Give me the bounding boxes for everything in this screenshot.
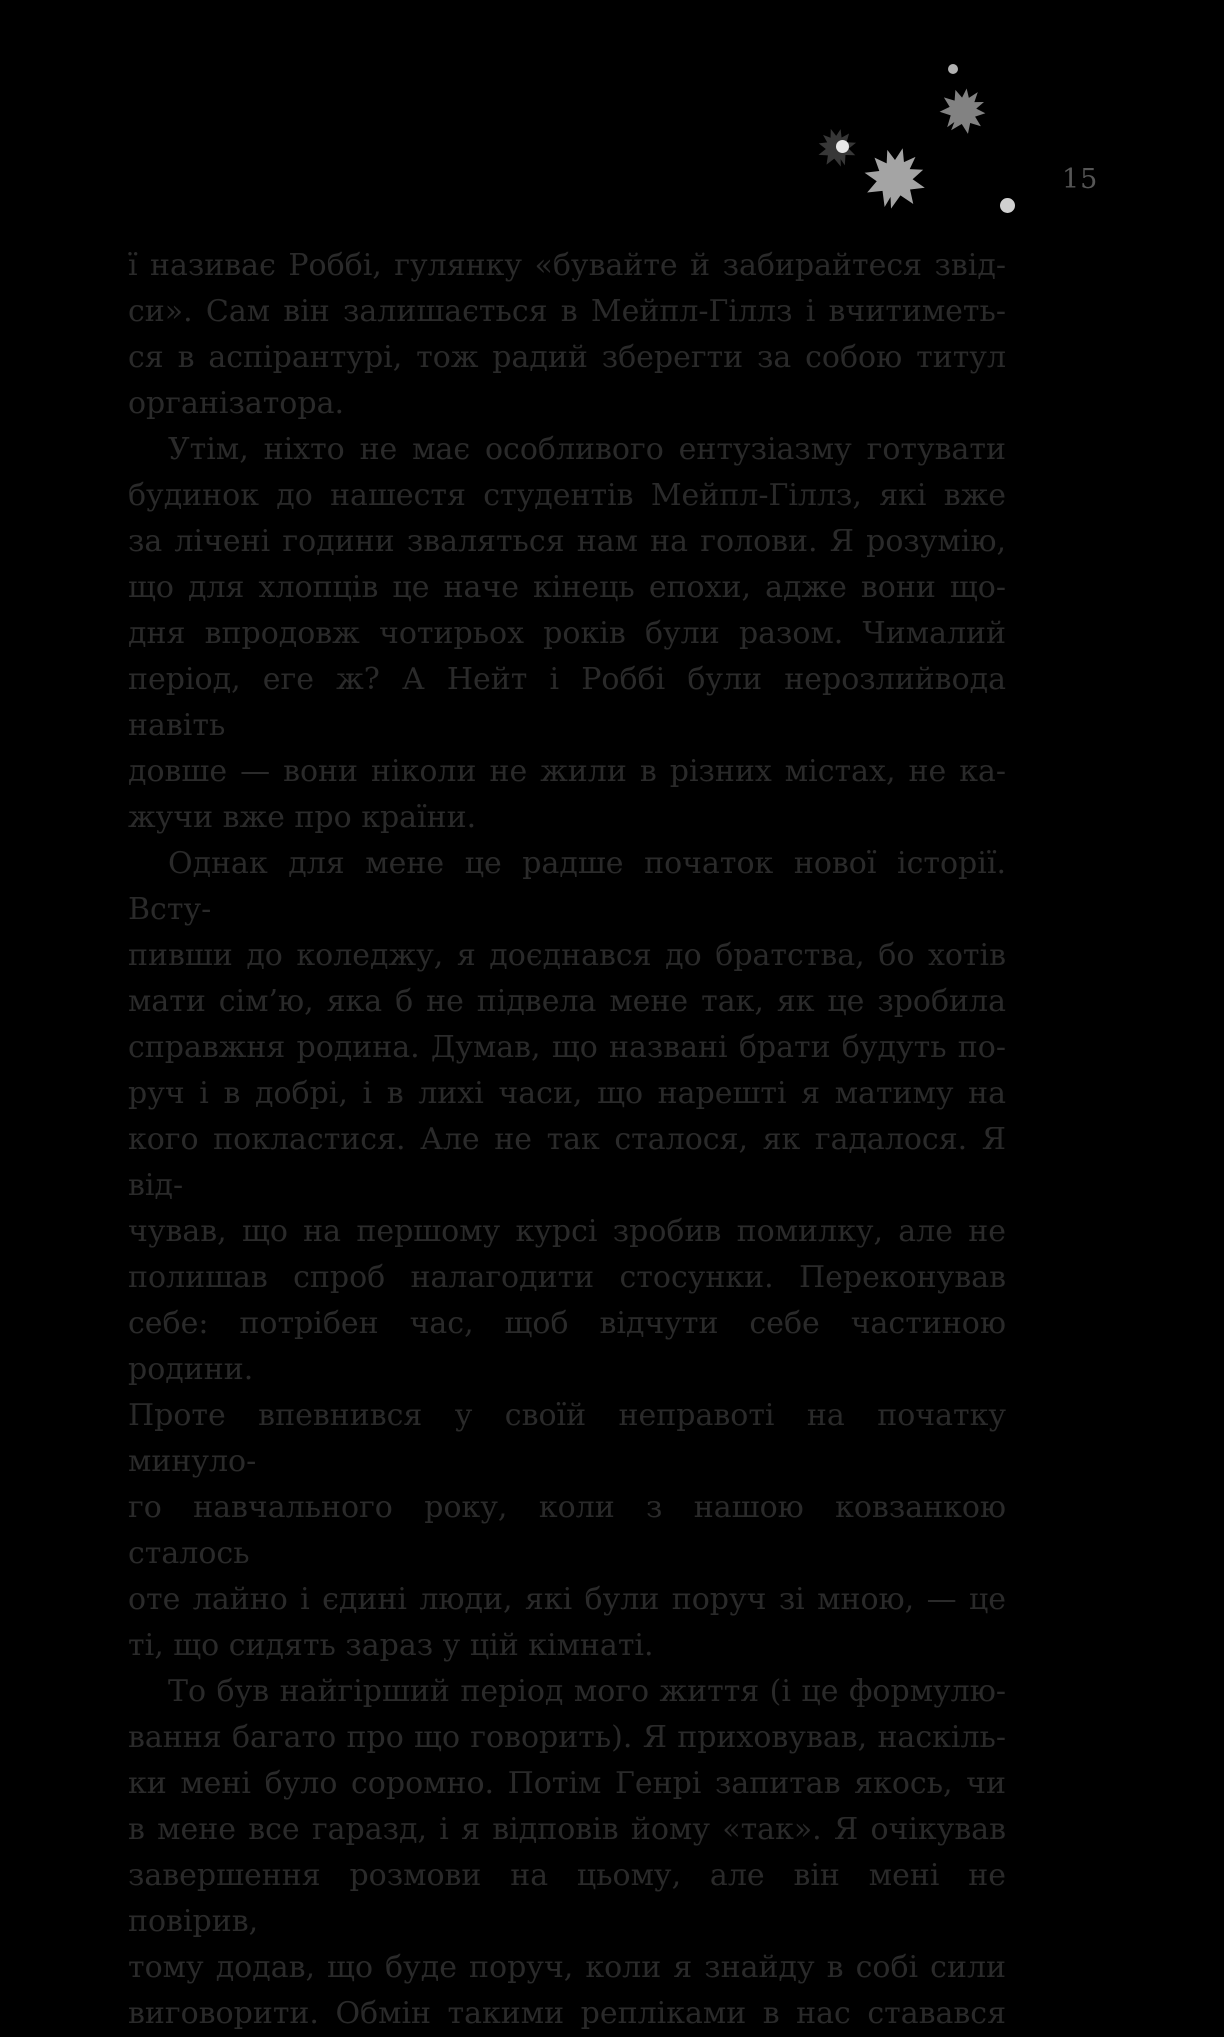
text-line: полишав спроб налагодити стосунки. Переконував (128, 1260, 1006, 1295)
text-line: в мене все гаразд, і я відповів йому «так». Я очікував (128, 1812, 1006, 1847)
text-line: руч і в добрі, і в лихі часи, що нарешті я матиму на (128, 1076, 1006, 1111)
text-line: мати сім’ю, яка б не підвела мене так, як це зробила (128, 984, 1006, 1019)
text-line: виговорити. Обмін такими репліками в нас ставався (128, 1996, 1006, 2031)
text-line: ся в аспірантурі, тож радий зберегти за собою титул (128, 340, 1006, 375)
text-line: себе: потрібен час, щоб відчути себе частиною родини. (128, 1306, 1006, 1387)
decorative-dot (836, 140, 849, 153)
text-line: довше — вони ніколи не жили в різних містах, не ка- (128, 754, 1006, 789)
text-line: ті, що сидять зараз у цій кімнаті. (128, 1628, 654, 1663)
maple-leaf-big-icon (855, 139, 935, 219)
text-line: чував, що на першому курсі зробив помилку, але не (128, 1214, 1006, 1249)
text-line: жучи вже про країни. (128, 800, 477, 835)
maple-leaf-small-icon (811, 122, 864, 175)
text-line: організатора. (128, 386, 344, 421)
text-line: Однак для мене це радше початок нової історії. Всту- (128, 846, 1006, 927)
text-line: завершення розмови на цьому, але він мені не повірив, (128, 1858, 1006, 1939)
text-line: Утім, ніхто не має особливого ентузіазму готувати (168, 432, 1006, 467)
text-line: го навчального року, коли з нашою ковзанкою сталось (128, 1490, 1006, 1571)
text-line: кого покластися. Але не так сталося, як гадалося. Я від- (128, 1122, 1006, 1203)
page-number: 15 (1062, 164, 1099, 195)
text-line: ки мені було соромно. Потім Генрі запитав якось, чи (128, 1766, 1006, 1801)
text-line: пивши до коледжу, я доєднався до братства, бо хотів (128, 938, 1006, 973)
text-line: вання багато про що говорить). Я приховував, наскіль- (128, 1720, 1006, 1755)
text-line: оте лайно і єдині люди, які були поруч зі мною, — це (128, 1582, 1006, 1617)
text-line: тому додав, що буде поруч, коли я знайду в собі сили (128, 1950, 1006, 1985)
text-line: що для хлопців це наче кінець епохи, адже вони що- (128, 570, 1006, 605)
text-line: Проте впевнився у своїй неправоті на початку минуло- (128, 1398, 1006, 1479)
text-line: дня впродовж чотирьох років були разом. Чималий (128, 616, 1006, 651)
decorative-dot (948, 64, 958, 74)
text-block (128, 243, 1006, 2037)
text-line: будинок до нашестя студентів Мейпл-Гіллз, які вже (128, 478, 1006, 513)
decorative-dot (1000, 198, 1015, 213)
text-line: То був найгірший період мого життя (і це формулю- (168, 1674, 1006, 1709)
text-line: період, еге ж? А Нейт і Роббі були нерозлийвода навіть (128, 662, 1006, 743)
text-line: за лічені години зваляться нам на голови. Я розумію, (128, 524, 1006, 559)
text-line: си». Сам він залишається в Мейпл-Гіллз і вчитиметь- (128, 294, 1006, 329)
maple-leaf-mid-icon (928, 76, 998, 146)
text-line: справжня родина. Думав, що названі брати будуть по- (128, 1030, 1006, 1065)
text-line: ї називає Роббі, гулянку «бувайте й забирайтеся звід- (128, 248, 1006, 283)
